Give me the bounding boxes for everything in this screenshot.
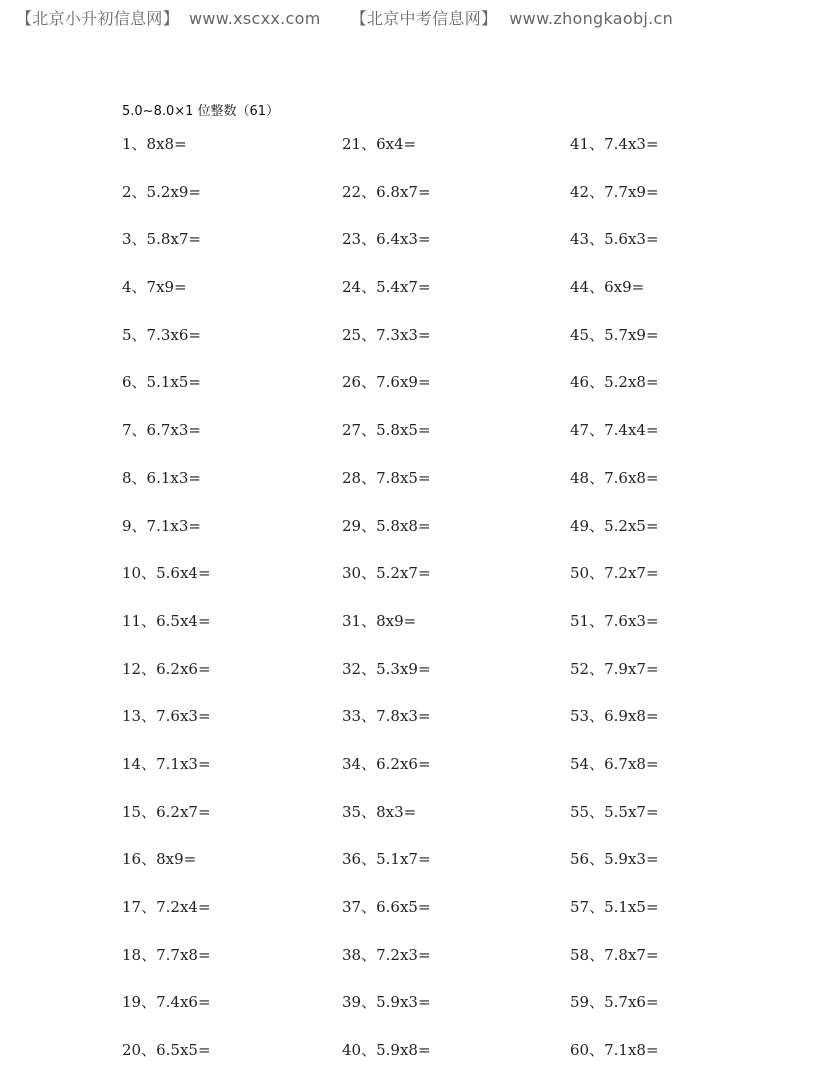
math-problem: 16、8x9= bbox=[122, 850, 197, 869]
math-problem: 18、7.7x8= bbox=[122, 945, 211, 964]
math-problem: 2、5.2x9= bbox=[122, 182, 201, 201]
math-problem: 40、5.9x8= bbox=[342, 1041, 431, 1060]
math-problem: 27、5.8x5= bbox=[342, 421, 431, 440]
math-problem: 60、7.1x8= bbox=[570, 1041, 659, 1060]
math-problem: 28、7.8x5= bbox=[342, 468, 431, 487]
math-problem: 41、7.4x3= bbox=[570, 135, 659, 153]
math-problem: 54、6.7x8= bbox=[570, 754, 659, 773]
math-problem: 42、7.7x9= bbox=[570, 182, 659, 201]
math-problem: 12、6.2x6= bbox=[122, 659, 211, 678]
math-problem: 58、7.8x7= bbox=[570, 945, 659, 964]
math-problem: 20、6.5x5= bbox=[122, 1041, 211, 1060]
site2-name: 【北京中考信息网】 bbox=[350, 9, 498, 28]
math-problem: 8、6.1x3= bbox=[122, 468, 201, 487]
math-problem: 11、6.5x4= bbox=[122, 611, 211, 630]
math-problem: 9、7.1x3= bbox=[122, 516, 201, 535]
site1-name: 【北京小升初信息网】 bbox=[16, 9, 180, 28]
math-problem: 34、6.2x6= bbox=[342, 754, 431, 773]
math-problem: 30、5.2x7= bbox=[342, 564, 431, 583]
math-problem: 21、6x4= bbox=[342, 135, 417, 153]
math-problem: 32、5.3x9= bbox=[342, 659, 431, 678]
math-problem: 44、6x9= bbox=[570, 278, 645, 297]
math-problem: 5、7.3x6= bbox=[122, 325, 201, 344]
math-problem: 55、5.5x7= bbox=[570, 802, 659, 821]
math-problem: 25、7.3x3= bbox=[342, 325, 431, 344]
math-problem: 39、5.9x3= bbox=[342, 993, 431, 1012]
math-problem: 37、6.6x5= bbox=[342, 898, 431, 916]
math-problem: 53、6.9x8= bbox=[570, 707, 659, 726]
math-problem: 33、7.8x3= bbox=[342, 707, 431, 726]
math-problem: 22、6.8x7= bbox=[342, 182, 431, 201]
math-problem: 17、7.2x4= bbox=[122, 898, 211, 916]
math-problem: 3、5.8x7= bbox=[122, 230, 201, 249]
math-problem: 51、7.6x3= bbox=[570, 611, 659, 630]
site1-url[interactable]: www.xscxx.com bbox=[189, 9, 321, 28]
worksheet-title: 5.0~8.0×1 位整数（61） bbox=[122, 104, 280, 119]
math-problem: 29、5.8x8= bbox=[342, 516, 431, 535]
math-problem: 59、5.7x6= bbox=[570, 993, 659, 1012]
math-problem: 23、6.4x3= bbox=[342, 230, 431, 249]
math-problem: 6、5.1x5= bbox=[122, 373, 201, 392]
math-problem: 38、7.2x3= bbox=[342, 945, 431, 964]
math-problem: 10、5.6x4= bbox=[122, 564, 211, 583]
math-problem: 26、7.6x9= bbox=[342, 373, 431, 392]
math-problem: 13、7.6x3= bbox=[122, 707, 211, 726]
math-problem: 1、8x8= bbox=[122, 135, 187, 153]
math-problem: 43、5.6x3= bbox=[570, 230, 659, 249]
math-problem: 56、5.9x3= bbox=[570, 850, 659, 869]
math-problem: 14、7.1x3= bbox=[122, 754, 211, 773]
problem-column-3 bbox=[570, 134, 790, 1088]
math-problem: 52、7.9x7= bbox=[570, 659, 659, 678]
math-problem: 24、5.4x7= bbox=[342, 278, 431, 297]
math-problem: 48、7.6x8= bbox=[570, 468, 659, 487]
math-problem: 7、6.7x3= bbox=[122, 421, 201, 440]
math-problem: 50、7.2x7= bbox=[570, 564, 659, 583]
problem-column-2 bbox=[342, 134, 562, 1088]
math-problem: 35、8x3= bbox=[342, 802, 417, 821]
math-problem: 19、7.4x6= bbox=[122, 993, 211, 1012]
math-problem: 15、6.2x7= bbox=[122, 802, 211, 821]
math-problem: 4、7x9= bbox=[122, 278, 187, 297]
math-problem: 47、7.4x4= bbox=[570, 421, 659, 440]
math-problem: 46、5.2x8= bbox=[570, 373, 659, 392]
problem-column-1 bbox=[122, 134, 342, 1088]
math-problem: 36、5.1x7= bbox=[342, 850, 431, 869]
math-problem: 49、5.2x5= bbox=[570, 516, 659, 535]
math-problem: 45、5.7x9= bbox=[570, 325, 659, 344]
site2-url[interactable]: www.zhongkaobj.cn bbox=[509, 9, 674, 28]
math-problem: 57、5.1x5= bbox=[570, 898, 659, 916]
math-problem: 31、8x9= bbox=[342, 611, 417, 630]
page-header bbox=[16, 6, 673, 29]
